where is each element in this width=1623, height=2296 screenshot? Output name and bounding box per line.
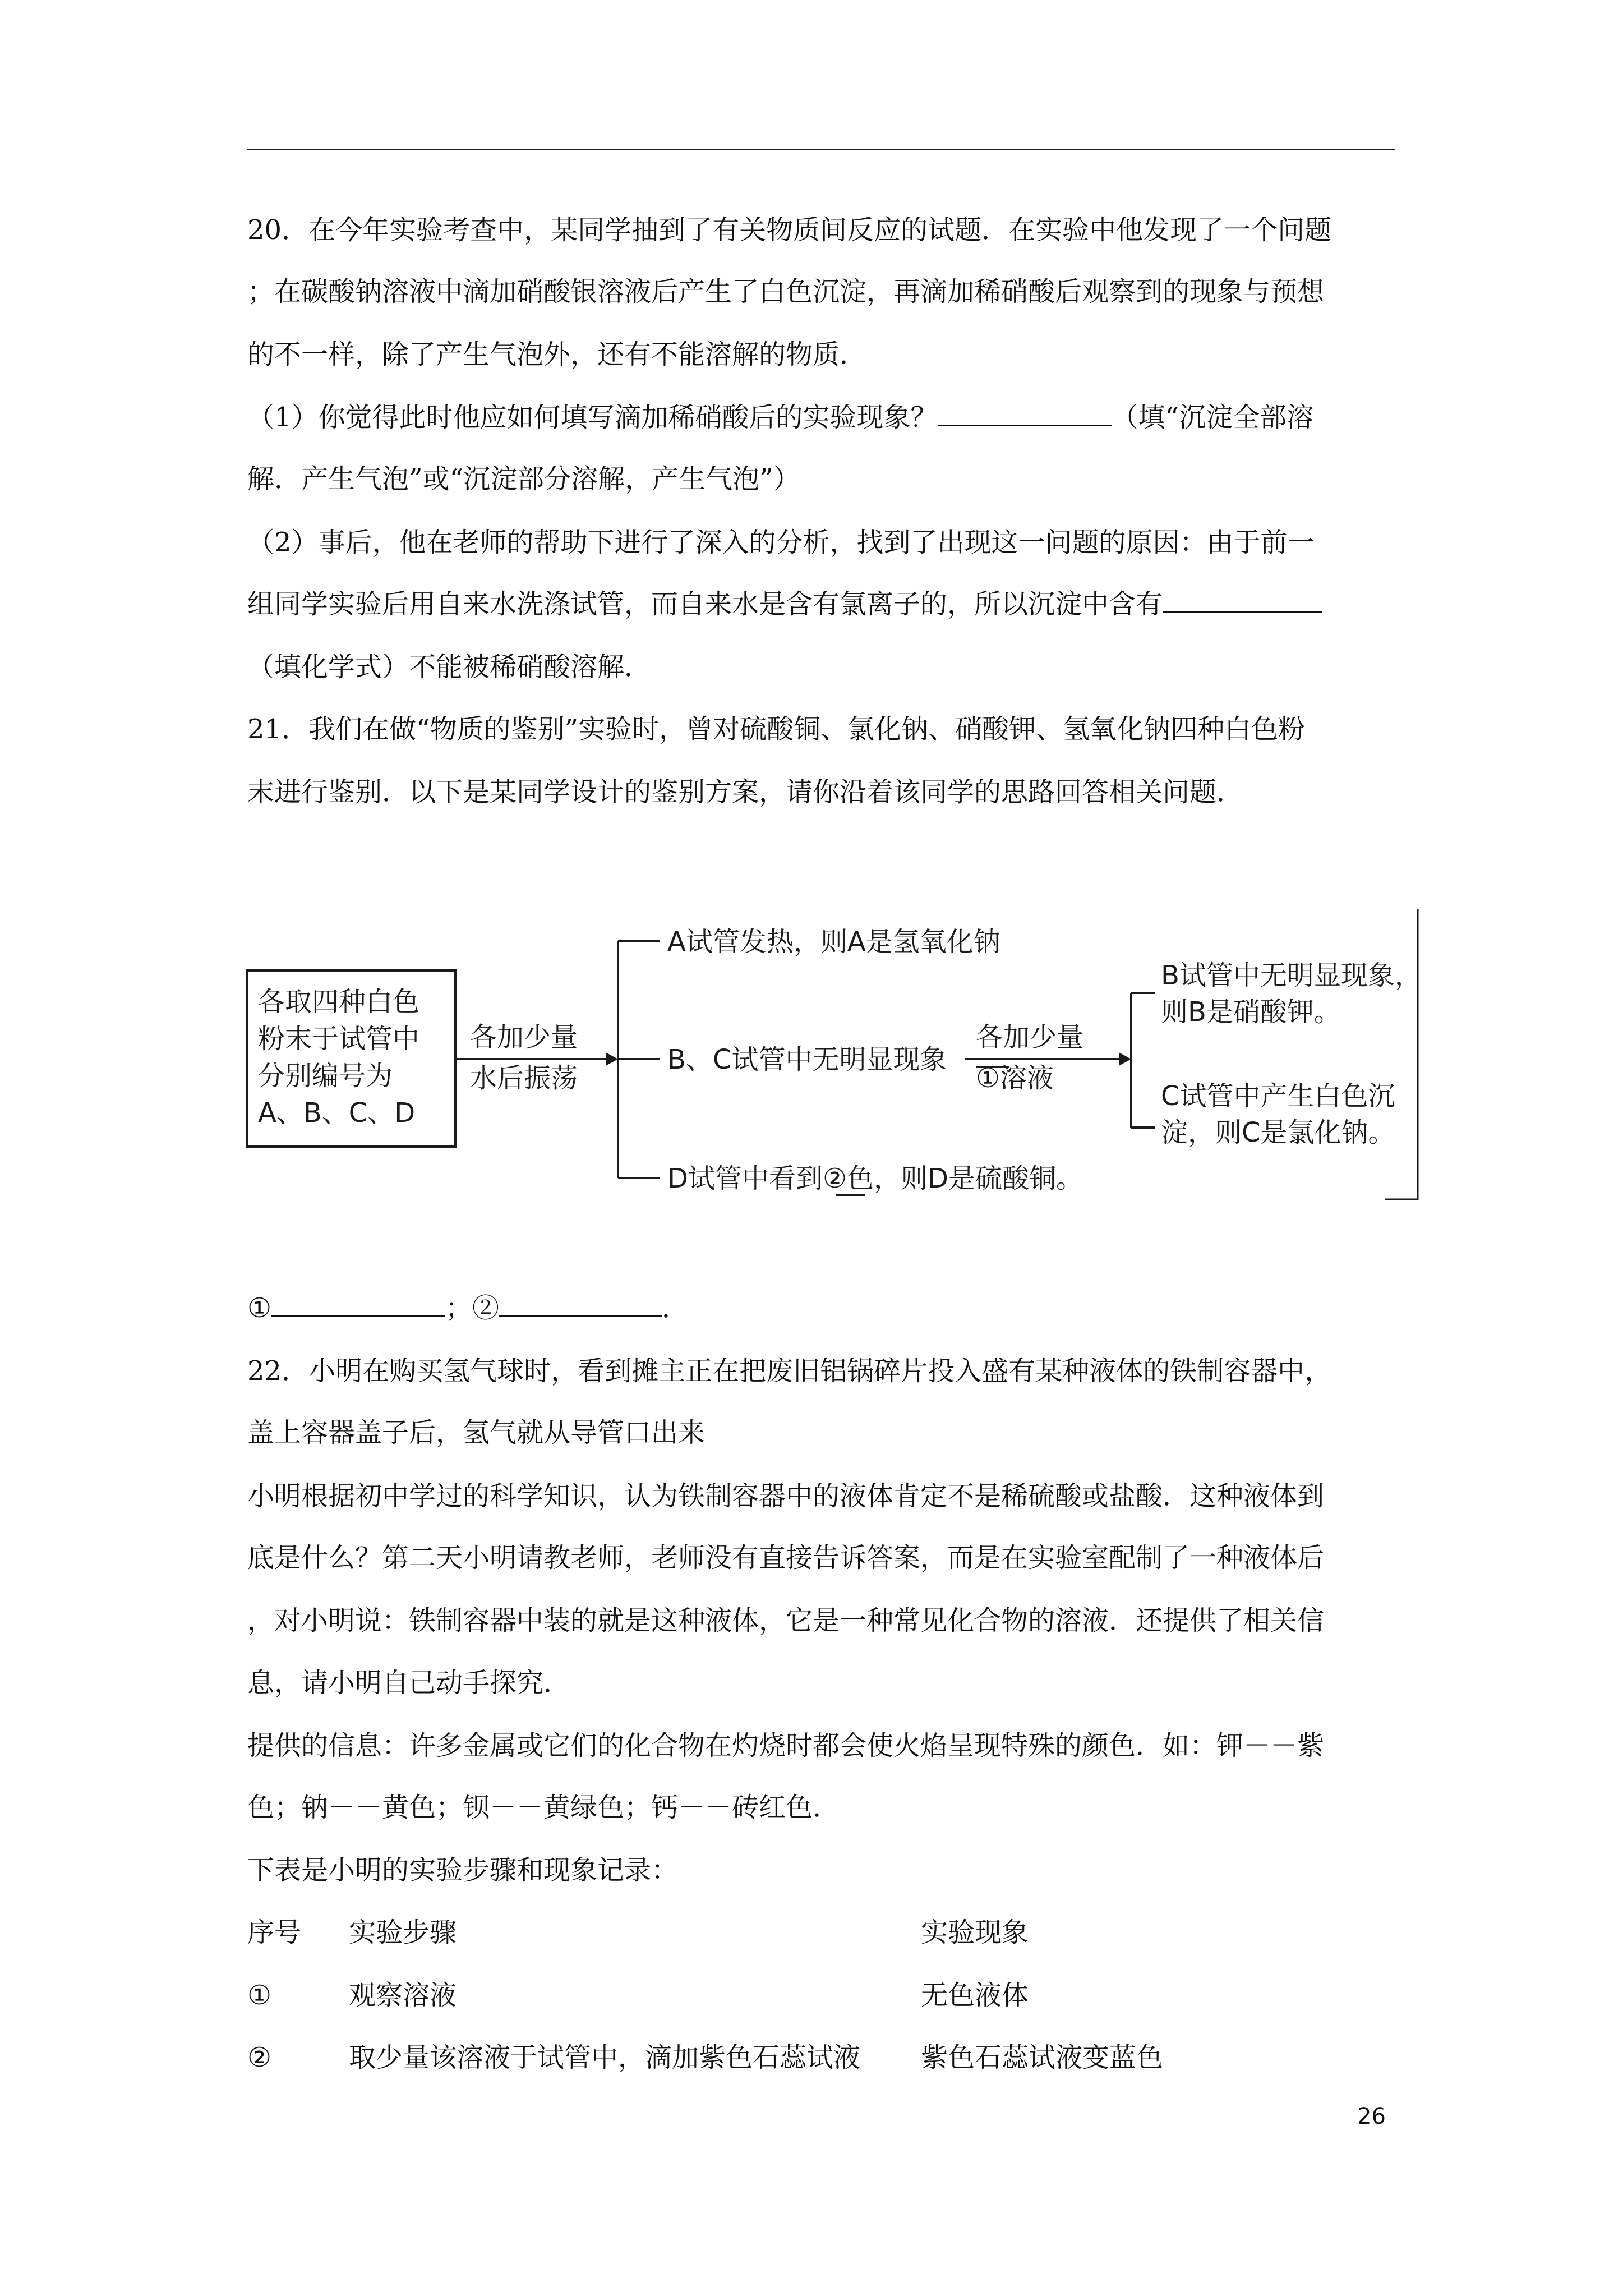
q21-line-2: 末进行鉴别．以下是某同学设计的鉴别方案，请你沿着该同学的思路回答相关问题．: [247, 776, 1244, 808]
header-rule: [247, 149, 1395, 150]
table-header-no: 序号: [247, 1917, 302, 1948]
q20-part1-hint: （填“沉淀全部溶: [1111, 402, 1314, 433]
branch-bottom-text: D试管中看到②色，则D是硫酸铜。: [667, 1163, 1083, 1194]
q20-answer-blank-1[interactable]: [938, 402, 1112, 426]
q21-answer-label-2: ；②: [445, 1292, 500, 1324]
step1-label-2: 水后振荡: [470, 1062, 578, 1094]
identification-flowchart: [241, 909, 1424, 1200]
start-box-line-2: 粉末于试管中: [258, 1023, 420, 1055]
q22-line-8: 色；钠－－黄色；钡－－黄绿色；钙－－砖红色．: [247, 1792, 840, 1823]
table-row-2-result: 紫色石蕊试液变蓝色: [921, 2042, 1164, 2073]
flowchart-svg: [241, 909, 1424, 1200]
start-box-line-3: 分别编号为: [258, 1060, 393, 1092]
q21-answer-end: ．: [662, 1292, 689, 1324]
q20-line-1: 20．在今年实验考查中，某同学抽到了有关物质间反应的试题．在实验中他发现了一个问题: [247, 214, 1332, 246]
q20-part2-line-2: [247, 586, 1397, 622]
table-row-1-no: ①: [247, 1980, 272, 2011]
q22-line-1: 22．小明在购买氢气球时，看到摊主正在把废旧铝锅碎片投入盛有某种液体的铁制容器中，: [247, 1355, 1332, 1387]
branch-mid-text: B、C试管中无明显现象: [667, 1044, 947, 1075]
q20-part2-line-3: （填化学式）不能被稀硝酸溶解．: [247, 651, 652, 683]
q22-line-7: 提供的信息：许多金属或它们的化合物在灼烧时都会使火焰呈现特殊的颜色．如：钾－－紫: [247, 1730, 1325, 1761]
q20-line-2: ；在碳酸钠溶液中滴加硝酸银溶液后产生了白色沉淀，再滴加稀硝酸后观察到的现象与预想: [247, 276, 1325, 307]
table-header-step: 实验步骤: [349, 1917, 457, 1948]
q22-line-6: 息，请小明自己动手探究．: [247, 1667, 571, 1699]
table-header-result: 实验现象: [921, 1917, 1029, 1948]
q20-part1-text: （1）你觉得此时他应如何填写滴加稀硝酸后的实验现象？: [247, 402, 938, 433]
q21-answer-label-1: ①: [247, 1292, 272, 1324]
q21-answer-blank-1[interactable]: [271, 1293, 445, 1317]
table-row-2-no: ②: [247, 2042, 272, 2073]
q20-line-3: 的不一样，除了产生气泡外，还有不能溶解的物质．: [247, 339, 867, 370]
start-box-line-4: A、B、C、D: [258, 1097, 416, 1129]
q22-line-5: ，对小明说：铁制容器中装的就是这种液体，它是一种常见化合物的溶液．还提供了相关信: [247, 1605, 1325, 1636]
q21-answer-blank-2[interactable]: [499, 1293, 662, 1317]
table-row-1-step: 观察溶液: [349, 1980, 457, 2011]
q21-answers: [247, 1290, 1397, 1326]
step2-arrowhead: [1119, 1052, 1131, 1066]
result-b-line-1: B试管中无明显现象，: [1161, 960, 1422, 991]
q20-answer-blank-2[interactable]: [1163, 589, 1322, 613]
result-c-line-1: C试管中产生白色沉: [1161, 1080, 1395, 1112]
q20-part1: [247, 399, 1397, 435]
start-box-line-1: 各取四种白色: [258, 986, 420, 1018]
q21-line-1: 21．我们在做“物质的鉴别”实验时，曾对硫酸铜、氯化钠、硝酸钾、氢氧化钠四种白色粉: [247, 714, 1306, 745]
step1-label-1: 各加少量: [470, 1022, 578, 1053]
q20-part2-line-1: （2）事后，他在老师的帮助下进行了深入的分析，找到了出现这一问题的原因：由于前一: [247, 527, 1315, 558]
step1-arrowhead: [606, 1052, 618, 1066]
page-number: 26: [1357, 2104, 1386, 2129]
q20-part2-text: 组同学实验后用自来水洗涤试管，而自来水是含有氯离子的，所以沉淀中含有: [247, 588, 1163, 620]
q22-line-4: 底是什么？第二天小明请教老师，老师没有直接告诉答案，而是在实验室配制了一种液体后: [247, 1542, 1325, 1573]
q20-part1-hint-2: 解．产生气泡”或“沉淀部分溶解，产生气泡”）: [247, 463, 800, 495]
result-b-line-2: 则B是硝酸钾。: [1161, 996, 1341, 1028]
step2-label-2: ①溶液: [976, 1062, 1054, 1094]
table-row-2-step: 取少量该溶液于试管中，滴加紫色石蕊试液: [349, 2042, 861, 2073]
step2-label-1: 各加少量: [976, 1022, 1084, 1053]
branch-top-text: A试管发热，则A是氢氧化钠: [667, 926, 1000, 958]
table-row-1-result: 无色液体: [921, 1980, 1029, 2011]
q22-line-2: 盖上容器盖子后，氢气就从导管口出来: [247, 1417, 706, 1448]
q22-line-3: 小明根据初中学过的科学知识，认为铁制容器中的液体肯定不是稀硫酸或盐酸．这种液体到: [247, 1480, 1325, 1512]
q22-line-9: 下表是小明的实验步骤和现象记录：: [247, 1855, 679, 1886]
result-c-line-2: 淀，则C是氯化钠。: [1161, 1117, 1395, 1148]
